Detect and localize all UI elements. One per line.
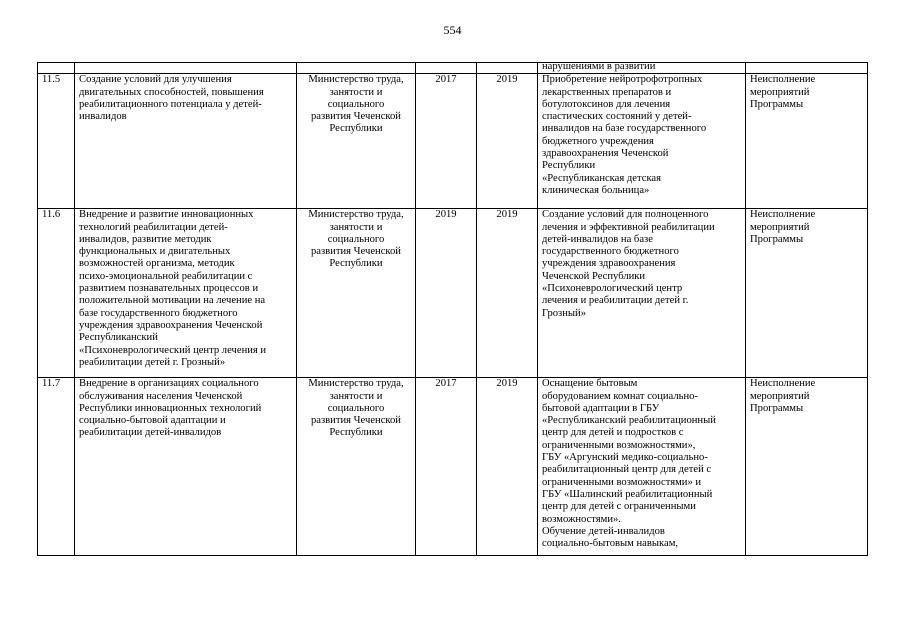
cell-responsible [297, 63, 416, 74]
program-table [37, 62, 868, 556]
row-number: 11.7 [38, 378, 75, 556]
expected-result: Оснащение бытовым оборудованием комнат социально- бытовой адаптации в ГБУ «Республиканский реабилитационный центр для детей и подростков с ограниченными возможностями», ГБУ «Аргунский медико-социально- реабилитационный центр для детей с ограниченными возможностями» и ГБУ «Шалинский реабилитационный центр для детей с ограниченными возможностями». Обучение детей-инвалидов социально-бытовым навыкам, [538, 378, 746, 556]
cell-consequence [746, 63, 868, 74]
responsible-executor: Министерство труда, занятости и социального развития Чеченской Республики [297, 209, 416, 378]
table-row-11-5 [38, 74, 868, 209]
result-text: нарушениями в развитии [542, 62, 656, 72]
consequence: Неисполнение мероприятий Программы [746, 209, 868, 378]
expected-result: Создание условий для полноценного лечения и эффективной реабилитации детей-инвалидов на базе государственного бюджетного учреждения здравоохранения Чеченской Республики «Психоневрологический центр лечения и реабилитации детей г. Грозный» [538, 209, 746, 378]
row-number: 11.6 [38, 209, 75, 378]
row-number: 11.5 [38, 74, 75, 209]
table-row-11-6 [38, 209, 868, 378]
consequence: Неисполнение мероприятий Программы [746, 74, 868, 209]
cell-num [38, 63, 75, 74]
consequence: Неисполнение мероприятий Программы [746, 378, 868, 556]
activity-name: Внедрение в организациях социального обслуживания населения Чеченской Республики инновационных технологий социально-бытовой адаптации и реабилитации детей-инвалидов [75, 378, 297, 556]
table-row-continued [38, 63, 868, 74]
end-year: 2019 [477, 209, 538, 378]
expected-result: Приобретение нейротрофотропных лекарственных препаратов и ботулотоксинов для лечения спастических состояний у детей- инвалидов на базе государственного бюджетного учреждения здравоохранения Чеченской Республики «Республиканская детская клиническая больница» [538, 74, 746, 209]
cell-end-year [477, 63, 538, 74]
page-number: 554 [443, 23, 462, 37]
end-year: 2019 [477, 74, 538, 209]
activity-name: Создание условий для улучшения двигательных способностей, повышения реабилитационного потенциала у детей- инвалидов [75, 74, 297, 209]
responsible-executor: Министерство труда, занятости и социального развития Чеченской Республики [297, 74, 416, 209]
start-year: 2019 [416, 209, 477, 378]
start-year: 2017 [416, 378, 477, 556]
cell-start-year [416, 63, 477, 74]
table-row-11-7 [38, 378, 868, 556]
cell-name [75, 63, 297, 74]
cell-result [538, 63, 746, 74]
activity-name: Внедрение и развитие инновационных технологий реабилитации детей- инвалидов, развитие методик функциональных и двигательных возможностей организма, методик психо-эмоциональной реабилитации с развитием познавательных процессов и положительной мотивации на лечение на базе государственного бюджетного учреждения здравоохранения Чеченской Республиканский «Психоневрологический центр лечения и реабилитации детей г. Грозный» [75, 209, 297, 378]
responsible-executor: Министерство труда, занятости и социального развития Чеченской Республики [297, 378, 416, 556]
start-year: 2017 [416, 74, 477, 209]
end-year: 2019 [477, 378, 538, 556]
